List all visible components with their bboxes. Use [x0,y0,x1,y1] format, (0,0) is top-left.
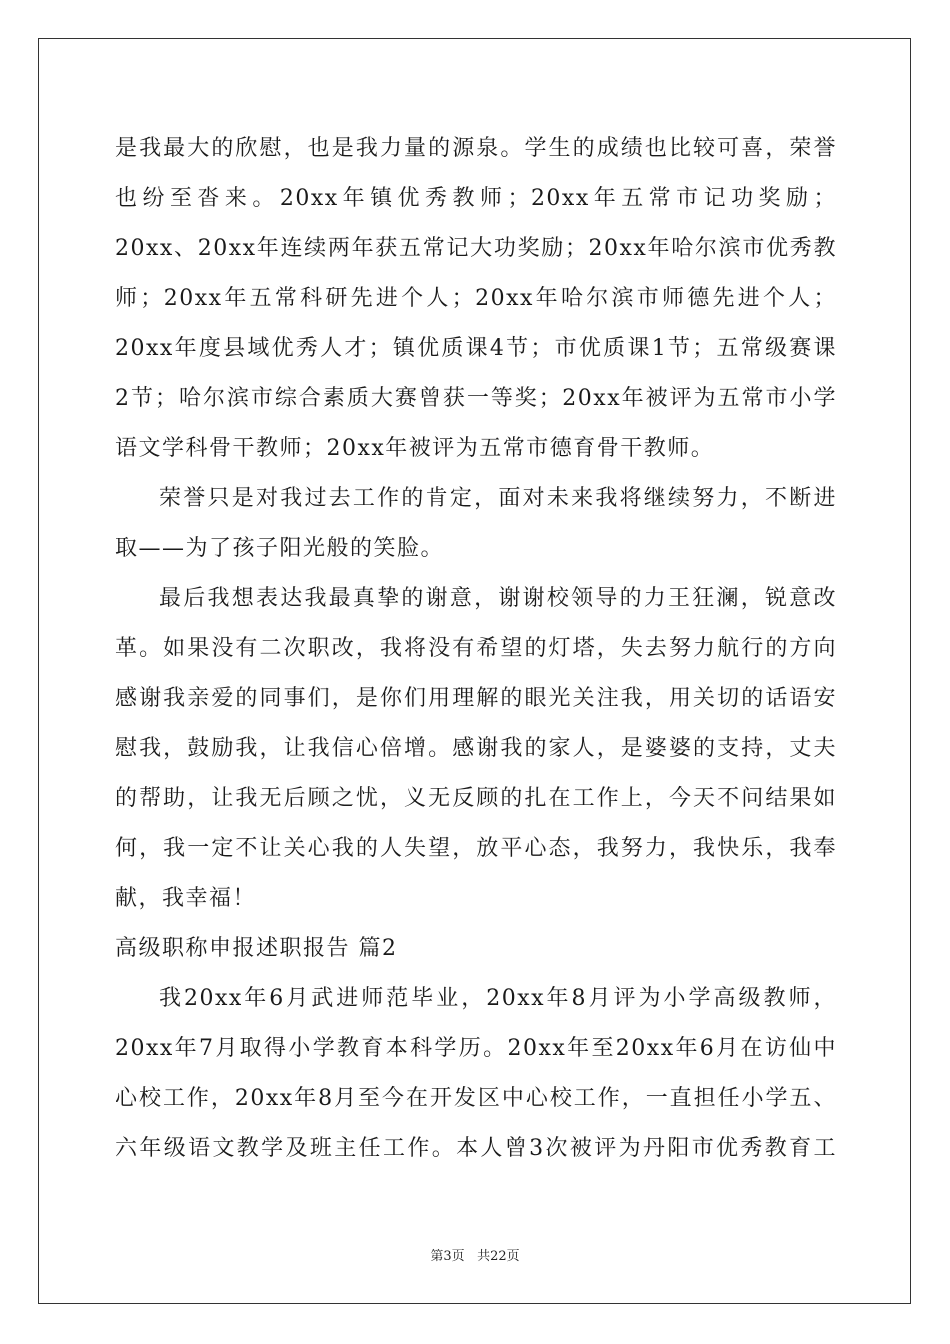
text-line: 20xx、20xx年连续两年获五常记大功奖励；20xx年哈尔滨市优秀教 [115,236,837,261]
text-line: 荣誉只是对我过去工作的肯定，面对未来我将继续努力，不断进 [159,486,837,511]
text-line: 慰我，鼓励我，让我信心倍增。感谢我的家人，是婆婆的支持，丈夫 [115,736,837,761]
text-line: 革。如果没有二次职改，我将没有希望的灯塔，失去努力航行的方向 [115,636,837,661]
text-line: 2节；哈尔滨市综合素质大赛曾获一等奖；20xx年被评为五常市小学 [115,386,837,411]
document-body [115,128,837,1178]
text-line: 语文学科骨干教师；20xx年被评为五常市德育骨干教师。 [115,436,715,461]
text-line: 取——为了孩子阳光般的笑脸。 [115,536,445,561]
paragraph-honors [115,128,837,478]
text-line: 20xx年7月取得小学教育本科学历。20xx年至20xx年6月在访仙中 [115,1036,837,1061]
section-heading: 高级职称申报述职报告 篇2 [115,936,398,961]
text-line: 师；20xx年五常科研先进个人；20xx年哈尔滨市师德先进个人； [115,286,837,311]
page-total: 共22页 [477,1249,520,1264]
paragraph-resume [115,978,837,1178]
text-line: 是我最大的欣慰，也是我力量的源泉。学生的成绩也比较可喜，荣誉 [115,136,837,161]
text-line: 献，我幸福！ [115,886,257,911]
text-line: 也纷至沓来。20xx年镇优秀教师；20xx年五常市记功奖励； [115,186,837,211]
text-line: 感谢我亲爱的同事们，是你们用理解的眼光关注我，用关切的话语安 [115,686,837,711]
text-line: 20xx年度县域优秀人才；镇优质课4节；市优质课1节；五常级赛课 [115,336,837,361]
text-line: 最后我想表达我最真挚的谢意，谢谢校领导的力王狂澜，锐意改 [159,586,837,611]
text-line: 心校工作，20xx年8月至今在开发区中心校工作，一直担任小学五、 [115,1086,837,1111]
text-line: 我20xx年6月武进师范毕业，20xx年8月评为小学高级教师， [159,986,837,1011]
text-line: 六年级语文教学及班主任工作。本人曾3次被评为丹阳市优秀教育工 [115,1136,837,1161]
paragraph-future [115,478,837,578]
text-line: 何，我一定不让关心我的人失望，放平心态，我努力，我快乐，我奉 [115,836,837,861]
text-line: 的帮助，让我无后顾之忧，义无反顾的扎在工作上，今天不问结果如 [115,786,837,811]
page-number: 第3页 [430,1249,465,1264]
page-footer [0,1245,950,1264]
paragraph-thanks [115,578,837,928]
